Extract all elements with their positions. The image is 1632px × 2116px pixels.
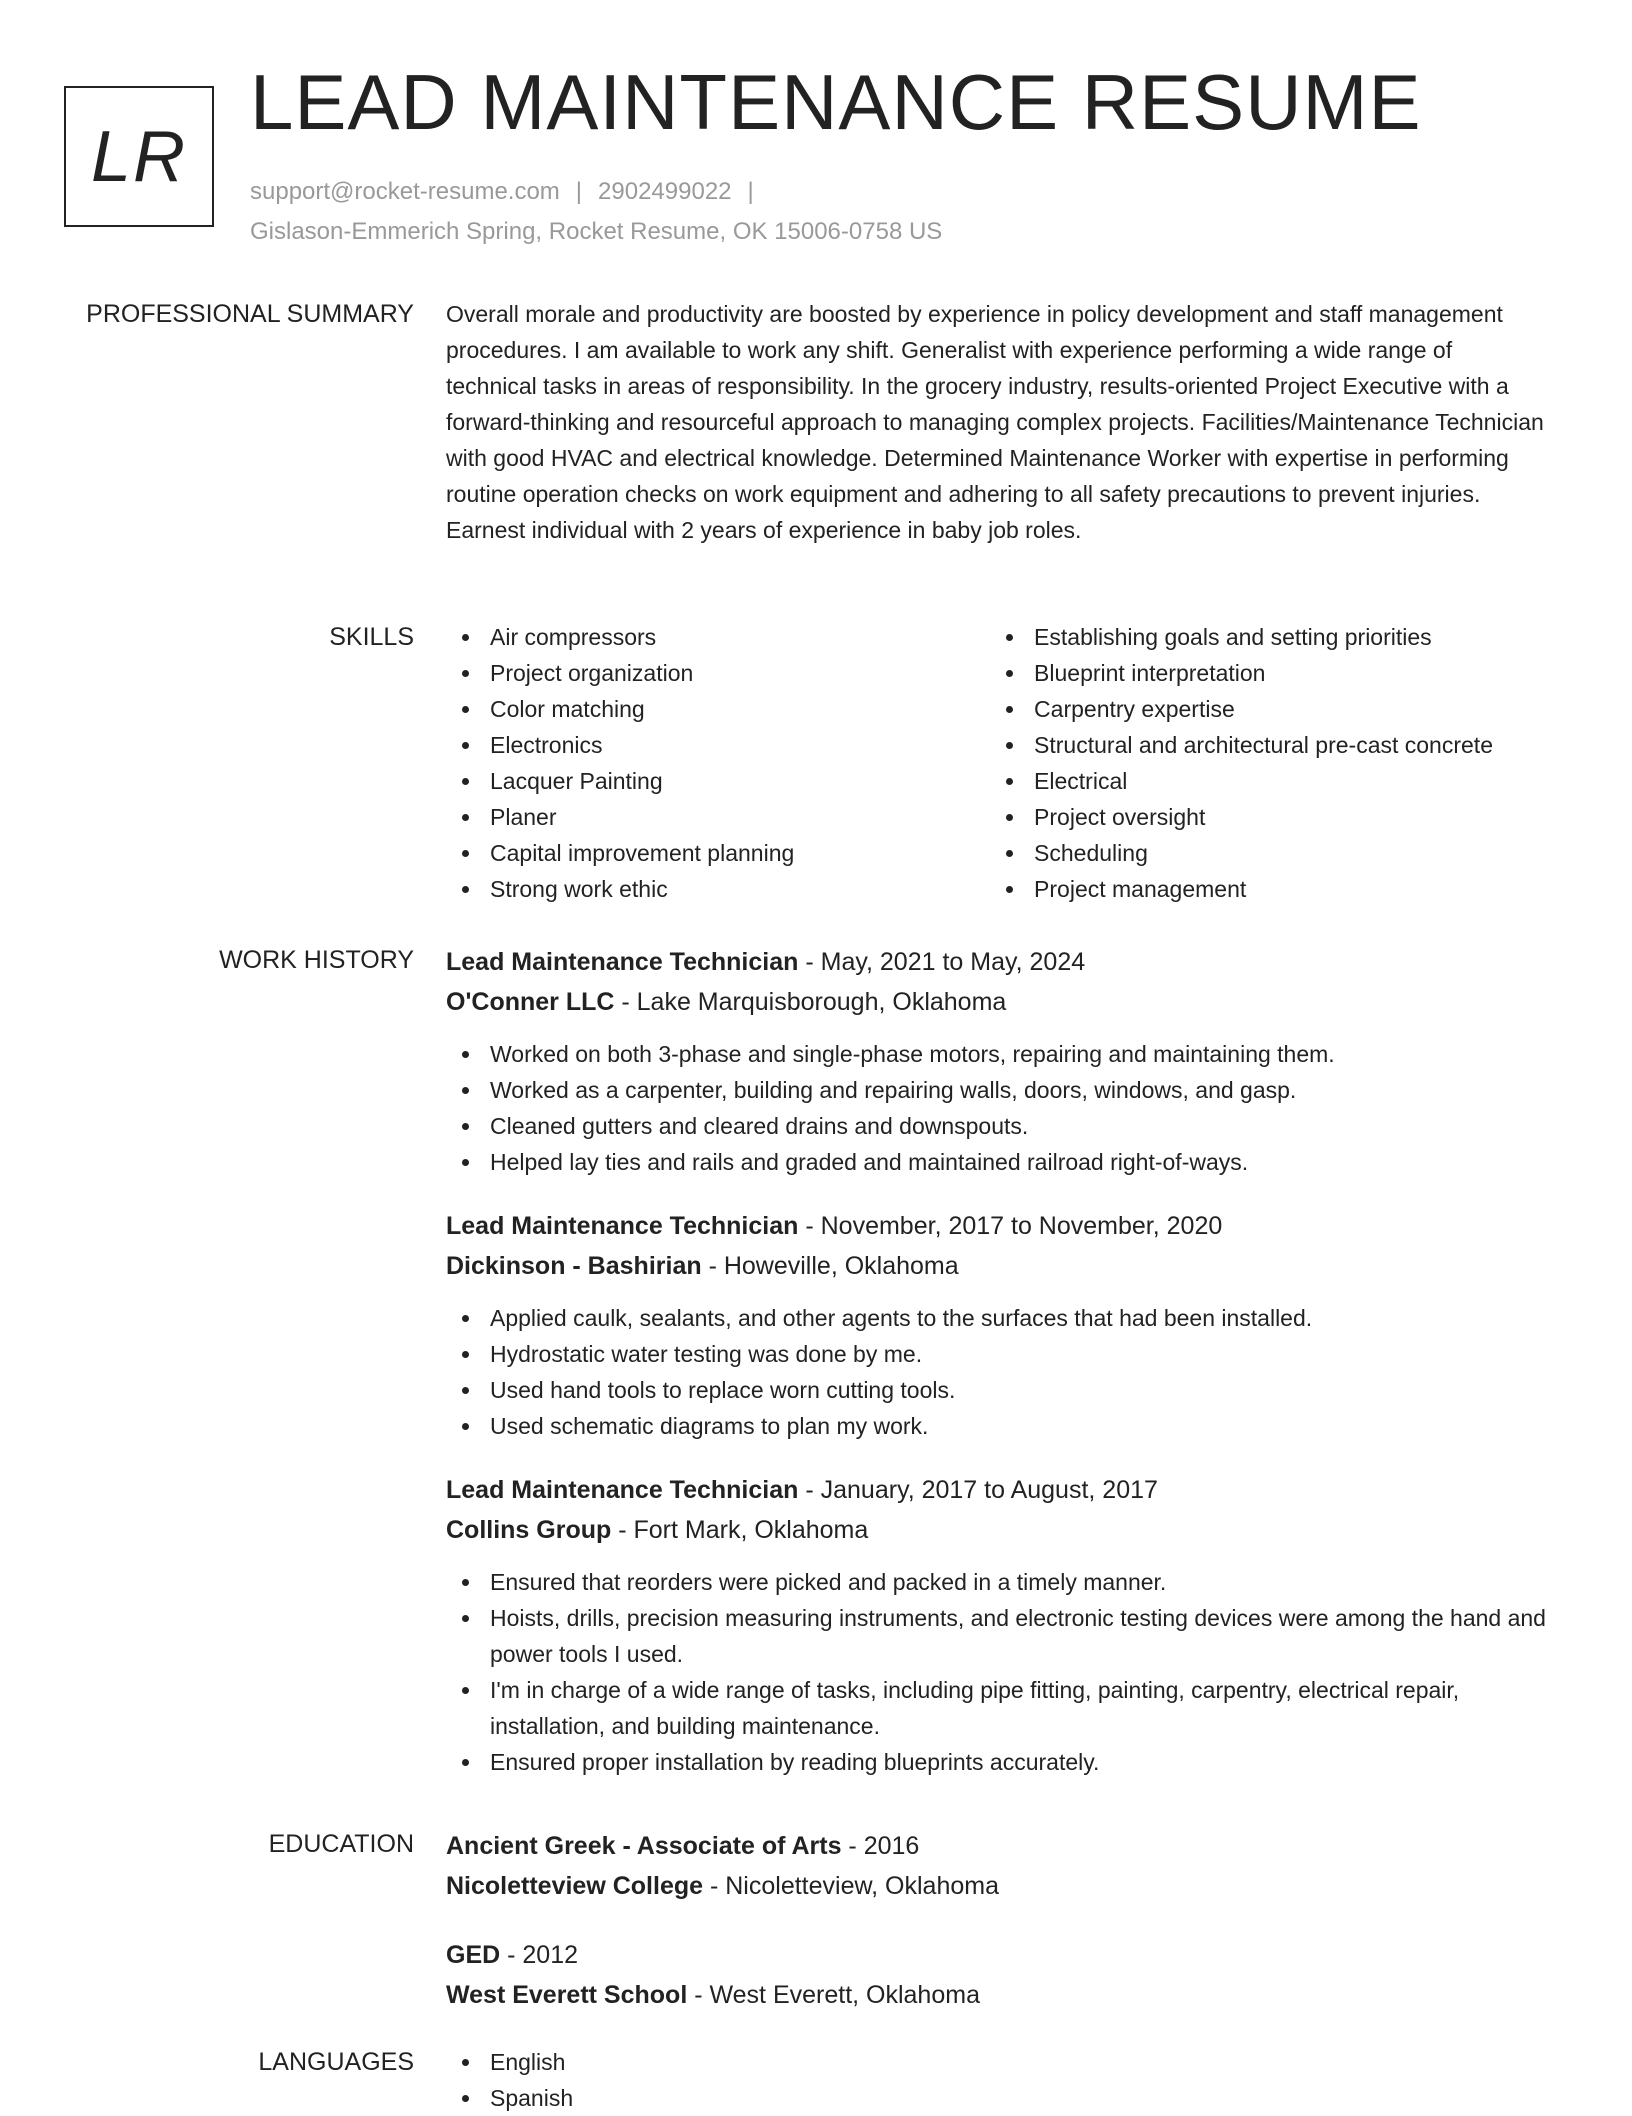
job-bullets: [446, 1564, 1546, 1780]
languages-list: [446, 2044, 1546, 2116]
summary-body: [446, 296, 1546, 548]
list-item: Blueprint interpretation: [990, 655, 1546, 691]
resume-title: LEAD MAINTENANCE RESUME: [250, 58, 1422, 146]
edu-location: - Nicoletteview, Oklahoma: [703, 1872, 999, 1900]
job-entry: [446, 1470, 1546, 1780]
edu-year: - 2012: [500, 1941, 579, 1969]
list-item: Scheduling: [990, 835, 1546, 871]
section-label: PROFESSIONAL SUMMARY: [86, 300, 414, 328]
job-location: - Fort Mark, Oklahoma: [611, 1516, 869, 1544]
list-item: Helped lay ties and rails and graded and maintained railroad right-of-ways.: [446, 1144, 1546, 1180]
list-item: Electrical: [990, 763, 1546, 799]
work-history-body: [446, 942, 1546, 1780]
list-item: Color matching: [446, 691, 990, 727]
list-item: Applied caulk, sealants, and other agents to the surfaces that had been installed.: [446, 1300, 1546, 1336]
degree: Ancient Greek - Associate of Arts: [446, 1832, 842, 1860]
company-name: O'Conner LLC: [446, 988, 615, 1016]
list-item: Hoists, drills, precision measuring instruments, and electronic testing devices were among the hand and power tools I used.: [446, 1600, 1546, 1672]
job-location: - Howeville, Oklahoma: [701, 1252, 959, 1280]
list-item: Cleaned gutters and cleared drains and downspouts.: [446, 1108, 1546, 1144]
summary-text: Overall morale and productivity are boosted by experience in policy development and staff management procedures. I am available to work any shift. Generalist with experience performing a wide range of technical tasks in areas of responsibility. In the grocery industry, results-oriented Project Executive with a forward-thinking and resourceful approach to managing complex projects. Facilities/Maintenance Technician with good HVAC and electrical knowledge. Determined Maintenance Worker with expertise in performing routine operation checks on work equipment and adhering to all safety precautions to prevent injuries. Earnest individual with 2 years of experience in baby job roles.: [446, 301, 1544, 543]
skills-list-left: [446, 619, 990, 907]
school-name: Nicoletteview College: [446, 1872, 704, 1900]
job-title: Lead Maintenance Technician: [446, 948, 799, 976]
education-entry: [446, 1935, 1546, 2015]
list-item: I'm in charge of a wide range of tasks, including pipe fitting, painting, carpentry, electrical repair, installation, and building maintenance.: [446, 1672, 1546, 1744]
list-item: Hydrostatic water testing was done by me.: [446, 1336, 1546, 1372]
education-entry: [446, 1826, 1546, 1906]
list-item: Project organization: [446, 655, 990, 691]
address: Gislason-Emmerich Spring, Rocket Resume, OK 15006-0758 US: [250, 218, 943, 245]
job-title: Lead Maintenance Technician: [446, 1212, 799, 1240]
phone-number: 2902499022: [598, 178, 732, 205]
list-item: Worked as a carpenter, building and repairing walls, doors, windows, and gasp.: [446, 1072, 1546, 1108]
job-bullets: [446, 1300, 1546, 1444]
school-name: West Everett School: [446, 1981, 688, 2009]
job-dates: - November, 2017 to November, 2020: [798, 1212, 1223, 1240]
list-item: Air compressors: [446, 619, 990, 655]
list-item: Structural and architectural pre-cast concrete: [990, 727, 1546, 763]
section-label: SKILLS: [329, 623, 414, 651]
education-body: [446, 1826, 1546, 2015]
edu-year: - 2016: [841, 1832, 920, 1860]
job-dates: - May, 2021 to May, 2024: [798, 948, 1086, 976]
separator: |: [747, 178, 754, 205]
job-dates: - January, 2017 to August, 2017: [798, 1476, 1158, 1504]
list-item: Project oversight: [990, 799, 1546, 835]
list-item: Ensured that reorders were picked and packed in a timely manner.: [446, 1564, 1546, 1600]
list-item: Used hand tools to replace worn cutting tools.: [446, 1372, 1546, 1408]
contact-line-1: [250, 172, 942, 212]
list-item: Worked on both 3-phase and single-phase motors, repairing and maintaining them.: [446, 1036, 1546, 1072]
list-item: Capital improvement planning: [446, 835, 990, 871]
list-item: Project management: [990, 871, 1546, 907]
languages-body: [446, 2044, 1546, 2116]
company-name: Collins Group: [446, 1516, 612, 1544]
list-item: Lacquer Painting: [446, 763, 990, 799]
list-item: Spanish: [446, 2080, 1546, 2116]
list-item: Electronics: [446, 727, 990, 763]
job-title: Lead Maintenance Technician: [446, 1476, 799, 1504]
edu-location: - West Everett, Oklahoma: [687, 1981, 980, 2009]
list-item: Carpentry expertise: [990, 691, 1546, 727]
skills-list-right: [990, 619, 1546, 907]
email-link[interactable]: support@rocket-resume.com: [250, 178, 560, 205]
skills-grid: [446, 619, 1546, 907]
separator: |: [575, 178, 583, 205]
job-entry: [446, 1206, 1546, 1444]
list-item: Planer: [446, 799, 990, 835]
list-item: Used schematic diagrams to plan my work.: [446, 1408, 1546, 1444]
contact-info: [250, 172, 942, 252]
list-item: English: [446, 2044, 1546, 2080]
monogram-logo: LR: [64, 86, 214, 227]
section-label: EDUCATION: [268, 1830, 414, 1858]
job-bullets: [446, 1036, 1546, 1180]
section-label: LANGUAGES: [258, 2048, 414, 2076]
list-item: Strong work ethic: [446, 871, 990, 907]
list-item: Establishing goals and setting priorities: [990, 619, 1546, 655]
job-entry: [446, 942, 1546, 1180]
section-label: WORK HISTORY: [219, 946, 414, 974]
list-item: Ensured proper installation by reading blueprints accurately.: [446, 1744, 1546, 1780]
company-name: Dickinson - Bashirian: [446, 1252, 702, 1280]
job-location: - Lake Marquisborough, Oklahoma: [614, 988, 1007, 1016]
degree: GED: [446, 1941, 501, 1969]
